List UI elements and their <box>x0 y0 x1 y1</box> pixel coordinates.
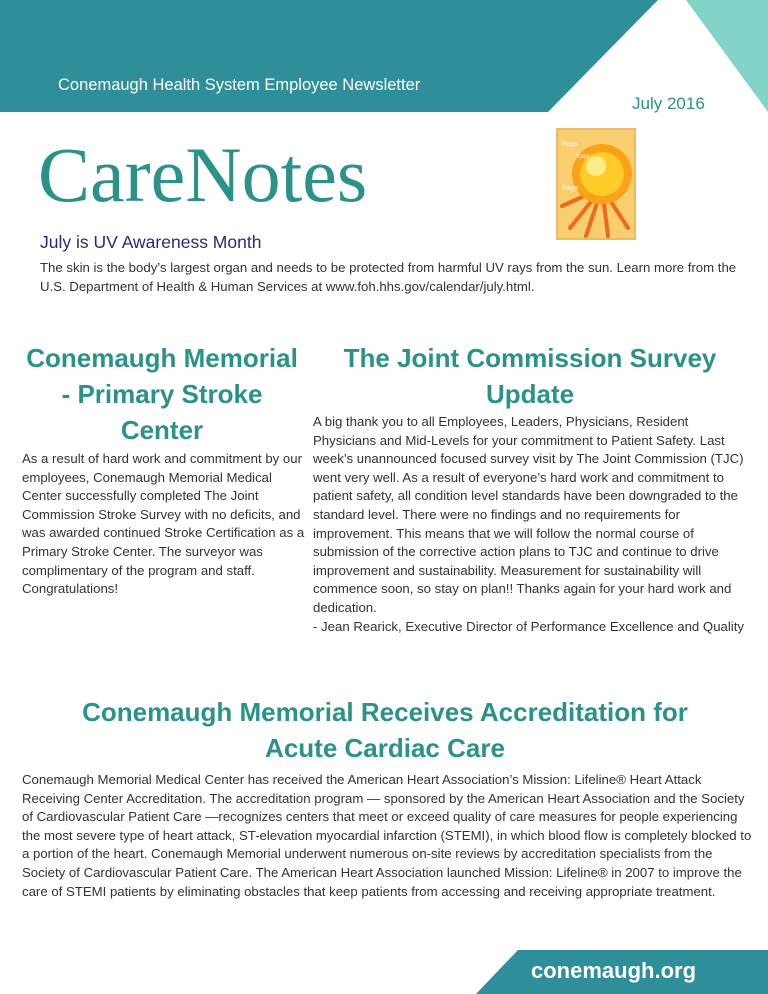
tjc-body: A big thank you to all Employees, Leaders, Physicians, Resident Physicians and Mid-Levels for your commitment to Patient Safety. Last week’s unannounced focused survey visit by The Joint Commission (TJC) went very well. As a result of everyone’s hard work and commitment to patient safety, all condition level standards have been downgraded to the standard level. There were no findings and no requirements for improvement. This means that we will follow the normal course of submission of the corrective action plans to TJC and continue to drive improvement and sustainability. Measurement for sustainability will commence soon, so stay on plan!! Thanks again for your hard work and dedication. <box>313 414 744 615</box>
stroke-center-heading: Conemaugh Memorial - Primary Stroke Center <box>26 343 298 445</box>
sun-label-1: Rays <box>562 141 578 148</box>
stroke-center-body: As a result of hard work and commitment by our employees, Conemaugh Memorial Medical Center successfully completed The Joint Commission Stroke Survey with no deficits, and was awarded continued Stroke Certification as a Primary Stroke Center. The surveyor was complimentary of the program and staff. Congratulations! <box>22 451 305 597</box>
issue-date: July 2016 <box>632 94 705 113</box>
tjc-signature: - Jean Rearick, Executive Director of Performance Excellence and Quality <box>313 618 744 634</box>
masthead-title: CareNotes <box>38 131 368 218</box>
tjc-heading: The Joint Commission Survey Update <box>343 343 717 409</box>
sun-label-2: Rays <box>562 185 578 192</box>
uv-title: July is UV Awareness Month <box>40 232 262 252</box>
uv-body: The skin is the body’s largest organ and needs to be protected from harmful UV rays from the sun. Learn more from the U.S. Department of Health & Human Services at www.foh.hhs.gov/calendar/july.html. <box>40 260 737 294</box>
cardiac-heading: Conemaugh Memorial Receives Accreditation for Acute Cardiac Care <box>82 697 688 763</box>
tjc-article <box>313 413 749 636</box>
website-link[interactable]: conemaugh.org <box>531 958 697 983</box>
newsletter-subtitle: Conemaugh Health System Employee Newsletter <box>58 76 421 94</box>
sun-uv-image <box>556 128 636 240</box>
sun-label-3: Rays <box>576 154 590 160</box>
cardiac-body: Conemaugh Memorial Medical Center has received the American Heart Association’s Mission: Lifeline® Heart Attack Receiving Center Accreditation. The accreditation program — sponsored by the American Heart Association and the Society of Cardiovascular Patient Care —recognizes centers that meet or exceed quality of care measures for people experiencing the most severe type of heart attack, ST-elevation myocardial infarction (STEMI), in which blood flow is completely blocked to a portion of the heart. Conemaugh Memorial underwent numerous on-site reviews by accreditation specialists from the Society of Cardiovascular Patient Care. The American Heart Association launched Mission: Lifeline® in 2007 to improve the care of STEMI patients by eliminating obstacles that keep patients from accessing and receiving appropriate treatment. <box>22 772 752 899</box>
